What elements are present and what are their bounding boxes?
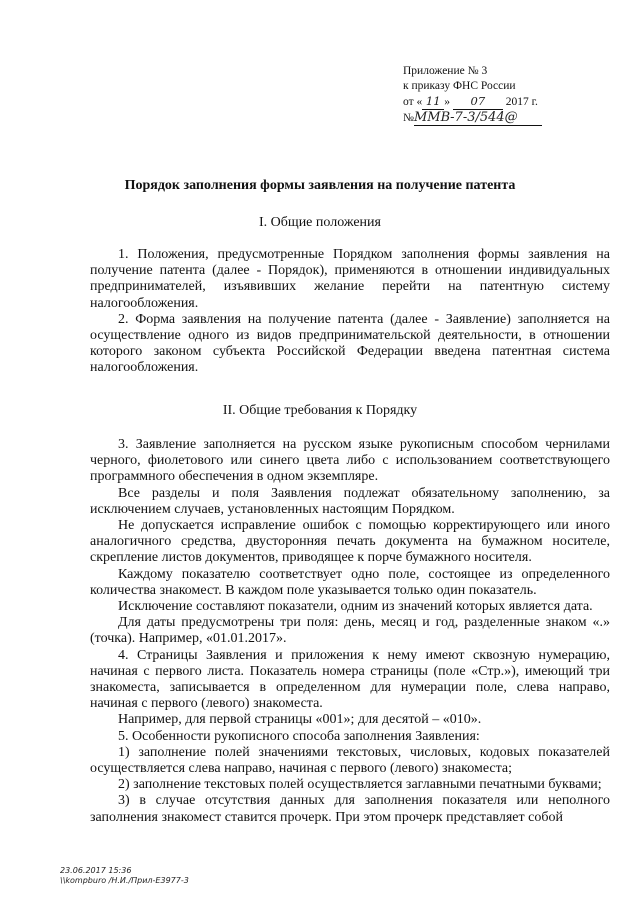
section-heading-requirements: II. Общие требования к Порядку — [222, 403, 418, 418]
paragraph: Не допускается исправление ошибок с помощью корректирующего или иного аналогичного средства, двусторонняя печать документа на бумажном носителе, скрепление листов документов, приводящее к порче бумажного носителя. — [90, 518, 610, 566]
paragraph: 3) в случае отсутствия данных для заполнения показателя или неполного заполнения знакомест ставится прочерк. При этом прочерк представляет собой — [90, 793, 610, 825]
number-prefix: № — [403, 112, 414, 124]
paragraph: 1. Положения, предусмотренные Порядком заполнения формы заявления на получение патента (далее - Порядок), применяются в отношении индивидуальных предпринимателей, изъявивших желание перейти на патентную систему налогообложения. — [90, 247, 610, 311]
paragraph: Для даты предусмотрены три поля: день, месяц и год, разделенные знаком «.» (точка). Например, «01.01.2017». — [90, 615, 610, 647]
appendix-number: Приложение № 3 — [403, 65, 488, 77]
paragraph: 2) заполнение текстовых полей осуществляется заглавными печатными буквами; — [118, 777, 602, 793]
approval-header — [403, 64, 603, 126]
order-date — [403, 94, 603, 110]
paragraph: Каждому показателю соответствует одно поле, состоящее из определенного количества знакомест. В каждом поле указывается только один показатель. — [90, 566, 610, 598]
paragraph: 1) заполнение полей значениями текстовых, числовых, кодовых показателей осуществляется слева направо, начиная с первого (левого) знакоместа; — [90, 744, 610, 777]
order-number — [403, 110, 603, 126]
section-heading-general: I. Общие положения — [259, 215, 381, 230]
order-reference: к приказу ФНС России — [403, 80, 516, 92]
footer-path: \\kompburo /Н.И./Прил-Е3977-3 — [60, 876, 189, 885]
paragraph: 3. Заявление заполняется на русском языке рукописным способом чернилами черного, фиолетового или синего цвета либо с использованием соответствующего программного обеспечения в одном экземпляре. — [90, 437, 610, 485]
date-mid: » — [444, 96, 450, 108]
number-value: ММВ-7-3/544@ — [414, 110, 542, 126]
date-prefix: от « — [403, 96, 423, 108]
paragraph: Все разделы и поля Заявления подлежат обязательному заполнению, за исключением случаев, установленных настоящим Порядком. — [90, 485, 610, 517]
document-title: Порядок заполнения формы заявления на получение патента — [124, 178, 516, 193]
paragraph: Например, для первой страницы «001»; для десятой – «010». — [118, 712, 482, 728]
paragraph: Исключение составляют показатели, одним из значений которых является дата. — [118, 599, 593, 615]
paragraph: 2. Форма заявления на получение патента (далее - Заявление) заполняется на осуществление одного из видов предпринимательской деятельности, в отношении которого законом субъекта Российской Федерации введена патентная система налогообложения. — [90, 311, 610, 376]
paragraph: 4. Страницы Заявления и приложения к нему имеют сквозную нумерацию, начиная с первого листа. Показатель номера страницы (поле «Стр.»), имеющий три знакоместа, записывается в определенном для нумерации поле, слева направо, начиная с первого (левого) знакоместа. — [90, 647, 610, 712]
footer-timestamp: 23.06.2017 15:36 — [60, 866, 132, 875]
date-day: 11 — [422, 94, 444, 110]
paragraph: 5. Особенности рукописного способа заполнения Заявления: — [118, 728, 480, 744]
date-month: 07 — [453, 94, 503, 110]
section-body-requirements — [90, 437, 610, 826]
print-stamp-footer — [60, 866, 189, 886]
section-body-general — [90, 247, 610, 377]
date-year: 2017 г. — [505, 96, 538, 108]
